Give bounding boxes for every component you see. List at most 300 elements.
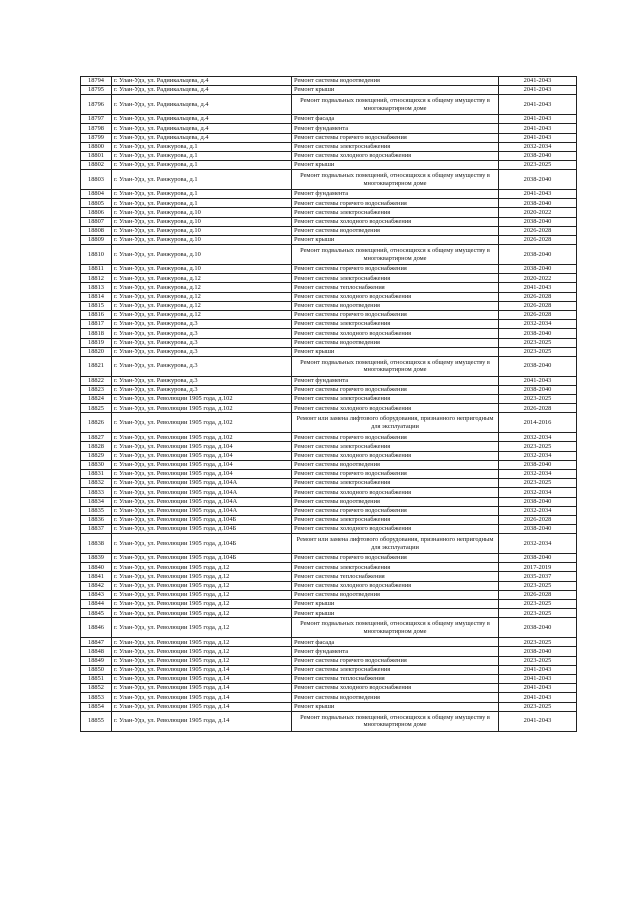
row-work-type: Ремонт системы электроснабжения [292,442,499,451]
row-number: 18844 [81,600,112,609]
row-period: 2038-2040 [499,356,577,376]
row-period: 2014-2016 [499,413,577,433]
repair-schedule-page [80,76,576,732]
row-work-type: Ремонт системы электроснабжения [292,563,499,572]
row-work-type: Ремонт системы электроснабжения [292,320,499,329]
row-work-type: Ремонт системы горячего водоснабжения [292,506,499,515]
row-period: 2032-2034 [499,534,577,554]
table-row [81,693,577,702]
row-work-type: Ремонт подвальных помещений, относящихся к общему имуществу в многоквартирном доме [292,95,499,115]
table-row [81,460,577,469]
row-period: 2032-2034 [499,433,577,442]
table-row [81,404,577,413]
row-work-type: Ремонт системы холодного водоснабжения [292,292,499,301]
row-work-type: Ремонт системы горячего водоснабжения [292,554,499,563]
table-row [81,265,577,274]
row-address: г. Улан-Удэ, ул. Ранжурова, д.12 [112,274,292,283]
row-period: 2032-2034 [499,320,577,329]
row-number: 18820 [81,347,112,356]
table-row [81,525,577,534]
row-address: г. Улан-Удэ, ул. Революции 1905 года, д.104 [112,451,292,460]
row-address: г. Улан-Удэ, ул. Ранжурова, д.3 [112,347,292,356]
row-work-type: Ремонт системы холодного водоснабжения [292,151,499,160]
row-address: г. Улан-Удэ, ул. Радиикальцева, д.4 [112,77,292,86]
table-row [81,451,577,460]
table-row [81,469,577,478]
row-period: 2023-2025 [499,581,577,590]
row-number: 18817 [81,320,112,329]
row-period: 2032-2034 [499,142,577,151]
table-row [81,77,577,86]
row-number: 18794 [81,77,112,86]
row-number: 18848 [81,647,112,656]
row-work-type: Ремонт системы горячего водоснабжения [292,199,499,208]
row-number: 18795 [81,86,112,95]
row-number: 18837 [81,525,112,534]
row-work-type: Ремонт системы горячего водоснабжения [292,133,499,142]
row-address: г. Улан-Удэ, ул. Революции 1905 года, д.12 [112,590,292,599]
table-row [81,665,577,674]
row-address: г. Улан-Удэ, ул. Ранжурова, д.12 [112,292,292,301]
row-address: г. Улан-Удэ, ул. Революции 1905 года, д.102 [112,413,292,433]
table-row [81,292,577,301]
row-period: 2041-2043 [499,95,577,115]
row-address: г. Улан-Удэ, ул. Ранжурова, д.3 [112,320,292,329]
row-address: г. Улан-Удэ, ул. Революции 1905 года, д.14 [112,693,292,702]
row-address: г. Улан-Удэ, ул. Революции 1905 года, д.12 [112,581,292,590]
row-address: г. Улан-Удэ, ул. Революции 1905 года, д.104 [112,442,292,451]
row-period: 2038-2040 [499,618,577,638]
row-period: 2038-2040 [499,647,577,656]
table-row [81,320,577,329]
row-work-type: Ремонт системы горячего водоснабжения [292,656,499,665]
row-period: 2038-2040 [499,497,577,506]
table-row [81,310,577,319]
table-row [81,347,577,356]
table-row [81,86,577,95]
row-work-type: Ремонт фасада [292,115,499,124]
row-number: 18805 [81,199,112,208]
row-number: 18812 [81,274,112,283]
row-work-type: Ремонт системы водоотведения [292,338,499,347]
row-number: 18854 [81,702,112,711]
table-row [81,329,577,338]
row-work-type: Ремонт фундамента [292,190,499,199]
table-row [81,161,577,170]
row-work-type: Ремонт системы теплоснабжения [292,674,499,683]
row-address: г. Улан-Удэ, ул. Революции 1905 года, д.102 [112,395,292,404]
table-row [81,170,577,190]
row-number: 18797 [81,115,112,124]
row-address: г. Улан-Удэ, ул. Революции 1905 года, д.12 [112,600,292,609]
row-address: г. Улан-Удэ, ул. Революции 1905 года, д.104Б [112,515,292,524]
row-period: 2023-2025 [499,347,577,356]
row-number: 18815 [81,301,112,310]
row-address: г. Улан-Удэ, ул. Ранжурова, д.1 [112,142,292,151]
table-row [81,702,577,711]
row-work-type: Ремонт или замена лифтового оборудования, признанного непригодным для эксплуатации [292,534,499,554]
row-work-type: Ремонт системы холодного водоснабжения [292,581,499,590]
row-period: 2026-2028 [499,310,577,319]
row-number: 18845 [81,609,112,618]
row-number: 18834 [81,497,112,506]
row-number: 18838 [81,534,112,554]
row-number: 18825 [81,404,112,413]
row-work-type: Ремонт крыши [292,161,499,170]
row-address: г. Улан-Удэ, ул. Ранжурова, д.1 [112,151,292,160]
row-address: г. Улан-Удэ, ул. Радиикальцева, д.4 [112,86,292,95]
row-number: 18842 [81,581,112,590]
row-period: 2041-2043 [499,376,577,385]
row-work-type: Ремонт крыши [292,347,499,356]
row-period: 2023-2025 [499,609,577,618]
row-number: 18843 [81,590,112,599]
table-row [81,647,577,656]
table-row [81,442,577,451]
row-work-type: Ремонт системы горячего водоснабжения [292,265,499,274]
row-period: 2032-2034 [499,451,577,460]
row-work-type: Ремонт крыши [292,600,499,609]
row-work-type: Ремонт системы электроснабжения [292,665,499,674]
table-row [81,226,577,235]
row-address: г. Улан-Удэ, ул. Ранжурова, д.10 [112,236,292,245]
row-period: 2032-2034 [499,469,577,478]
table-row [81,572,577,581]
table-row [81,684,577,693]
row-work-type: Ремонт крыши [292,609,499,618]
row-work-type: Ремонт системы холодного водоснабжения [292,404,499,413]
row-address: г. Улан-Удэ, ул. Революции 1905 года, д.104Б [112,525,292,534]
row-number: 18853 [81,693,112,702]
row-number: 18850 [81,665,112,674]
row-period: 2023-2025 [499,702,577,711]
table-row [81,506,577,515]
row-address: г. Улан-Удэ, ул. Радиикальцева, д.4 [112,95,292,115]
table-row [81,208,577,217]
row-period: 2023-2025 [499,656,577,665]
row-work-type: Ремонт фасада [292,638,499,647]
table-row [81,497,577,506]
row-address: г. Улан-Удэ, ул. Революции 1905 года, д.102 [112,404,292,413]
row-period: 2032-2034 [499,488,577,497]
row-address: г. Улан-Удэ, ул. Ранжурова, д.3 [112,385,292,394]
row-work-type: Ремонт системы электроснабжения [292,208,499,217]
table-row [81,656,577,665]
row-number: 18823 [81,385,112,394]
table-row [81,618,577,638]
row-address: г. Улан-Удэ, ул. Ранжурова, д.12 [112,301,292,310]
row-number: 18808 [81,226,112,235]
table-row [81,433,577,442]
row-address: г. Улан-Удэ, ул. Революции 1905 года, д.12 [112,638,292,647]
row-address: г. Улан-Удэ, ул. Революции 1905 года, д.12 [112,656,292,665]
row-number: 18804 [81,190,112,199]
table-row [81,199,577,208]
row-period: 2041-2043 [499,133,577,142]
row-number: 18824 [81,395,112,404]
row-period: 2041-2043 [499,77,577,86]
table-row [81,190,577,199]
row-address: г. Улан-Удэ, ул. Революции 1905 года, д.14 [112,702,292,711]
row-number: 18796 [81,95,112,115]
table-row [81,301,577,310]
table-row [81,245,577,265]
row-address: г. Улан-Удэ, ул. Ранжурова, д.1 [112,190,292,199]
row-period: 2020-2022 [499,274,577,283]
row-work-type: Ремонт системы водоотведения [292,460,499,469]
row-period: 2026-2028 [499,236,577,245]
table-row [81,151,577,160]
row-work-type: Ремонт подвальных помещений, относящихся к общему имуществу в многоквартирном доме [292,170,499,190]
table-row [81,385,577,394]
row-work-type: Ремонт фундамента [292,376,499,385]
table-row [81,590,577,599]
row-work-type: Ремонт системы электроснабжения [292,395,499,404]
table-row [81,581,577,590]
row-work-type: Ремонт системы холодного водоснабжения [292,329,499,338]
row-number: 18833 [81,488,112,497]
row-work-type: Ремонт системы горячего водоснабжения [292,433,499,442]
row-period: 2023-2025 [499,600,577,609]
row-work-type: Ремонт системы горячего водоснабжения [292,310,499,319]
row-address: г. Улан-Удэ, ул. Ранжурова, д.12 [112,310,292,319]
row-period: 2038-2040 [499,151,577,160]
row-address: г. Улан-Удэ, ул. Ранжурова, д.3 [112,376,292,385]
row-address: г. Улан-Удэ, ул. Ранжурова, д.3 [112,356,292,376]
table-row [81,133,577,142]
row-work-type: Ремонт системы горячего водоснабжения [292,385,499,394]
table-row [81,600,577,609]
row-work-type: Ремонт системы холодного водоснабжения [292,451,499,460]
row-number: 18818 [81,329,112,338]
row-work-type: Ремонт системы водоотведения [292,226,499,235]
row-number: 18828 [81,442,112,451]
row-work-type: Ремонт подвальных помещений, относящихся к общему имуществу в многоквартирном доме [292,618,499,638]
table-row [81,534,577,554]
row-address: г. Улан-Удэ, ул. Ранжурова, д.10 [112,208,292,217]
row-period: 2041-2043 [499,684,577,693]
row-number: 18836 [81,515,112,524]
row-address: г. Улан-Удэ, ул. Радиикальцева, д.4 [112,115,292,124]
row-work-type: Ремонт фундамента [292,647,499,656]
row-address: г. Улан-Удэ, ул. Революции 1905 года, д.102 [112,433,292,442]
row-period: 2041-2043 [499,711,577,731]
row-address: г. Улан-Удэ, ул. Ранжурова, д.1 [112,170,292,190]
row-address: г. Улан-Удэ, ул. Ранжурова, д.10 [112,265,292,274]
row-period: 2032-2034 [499,506,577,515]
row-number: 18807 [81,217,112,226]
row-address: г. Улан-Удэ, ул. Революции 1905 года, д.12 [112,618,292,638]
row-period: 2038-2040 [499,525,577,534]
row-period: 2041-2043 [499,665,577,674]
row-period: 2038-2040 [499,329,577,338]
row-address: г. Улан-Удэ, ул. Революции 1905 года, д.104Б [112,554,292,563]
row-period: 2026-2028 [499,590,577,599]
row-address: г. Улан-Удэ, ул. Революции 1905 года, д.104А [112,497,292,506]
row-period: 2020-2022 [499,208,577,217]
row-address: г. Улан-Удэ, ул. Революции 1905 года, д.14 [112,711,292,731]
row-work-type: Ремонт системы водоотведения [292,497,499,506]
row-work-type: Ремонт системы электроснабжения [292,142,499,151]
table-row [81,638,577,647]
row-work-type: Ремонт крыши [292,86,499,95]
row-number: 18835 [81,506,112,515]
row-number: 18830 [81,460,112,469]
table-row [81,95,577,115]
row-period: 2041-2043 [499,86,577,95]
table-row [81,563,577,572]
row-work-type: Ремонт подвальных помещений, относящихся к общему имуществу в многоквартирном доме [292,356,499,376]
row-work-type: Ремонт системы электроснабжения [292,479,499,488]
row-period: 2038-2040 [499,385,577,394]
row-period: 2023-2025 [499,638,577,647]
row-number: 18801 [81,151,112,160]
table-row [81,413,577,433]
row-period: 2026-2028 [499,226,577,235]
row-address: г. Улан-Удэ, ул. Революции 1905 года, д.104А [112,506,292,515]
row-work-type: Ремонт системы холодного водоснабжения [292,525,499,534]
row-number: 18821 [81,356,112,376]
row-number: 18826 [81,413,112,433]
row-period: 2023-2025 [499,338,577,347]
row-period: 2026-2028 [499,515,577,524]
row-work-type: Ремонт системы холодного водоснабжения [292,217,499,226]
row-address: г. Улан-Удэ, ул. Ранжурова, д.1 [112,161,292,170]
row-address: г. Улан-Удэ, ул. Ранжурова, д.3 [112,329,292,338]
row-number: 18798 [81,124,112,133]
table-row [81,395,577,404]
row-address: г. Улан-Удэ, ул. Революции 1905 года, д.104Б [112,534,292,554]
row-number: 18827 [81,433,112,442]
table-row [81,488,577,497]
row-number: 18814 [81,292,112,301]
row-number: 18799 [81,133,112,142]
row-work-type: Ремонт системы холодного водоснабжения [292,684,499,693]
row-address: г. Улан-Удэ, ул. Ранжурова, д.1 [112,199,292,208]
table-row [81,515,577,524]
repair-schedule-table [80,76,577,732]
row-address: г. Улан-Удэ, ул. Революции 1905 года, д.12 [112,572,292,581]
row-number: 18849 [81,656,112,665]
row-period: 2041-2043 [499,190,577,199]
row-work-type: Ремонт системы водоотведения [292,590,499,599]
table-row [81,142,577,151]
row-address: г. Улан-Удэ, ул. Революции 1905 года, д.14 [112,665,292,674]
row-number: 18841 [81,572,112,581]
row-number: 18811 [81,265,112,274]
row-address: г. Улан-Удэ, ул. Ранжурова, д.10 [112,217,292,226]
row-period: 2041-2043 [499,283,577,292]
table-row [81,674,577,683]
row-period: 2041-2043 [499,124,577,133]
row-period: 2041-2043 [499,115,577,124]
row-number: 18851 [81,674,112,683]
row-work-type: Ремонт или замена лифтового оборудования, признанного непригодным для эксплуатации [292,413,499,433]
row-address: г. Улан-Удэ, ул. Революции 1905 года, д.14 [112,684,292,693]
row-period: 2041-2043 [499,693,577,702]
table-row [81,356,577,376]
row-number: 18813 [81,283,112,292]
row-work-type: Ремонт системы теплоснабжения [292,572,499,581]
table-row [81,124,577,133]
row-work-type: Ремонт системы холодного водоснабжения [292,488,499,497]
table-row [81,115,577,124]
row-period: 2026-2028 [499,404,577,413]
row-work-type: Ремонт крыши [292,702,499,711]
table-row [81,376,577,385]
row-address: г. Улан-Удэ, ул. Революции 1905 года, д.12 [112,563,292,572]
row-period: 2038-2040 [499,460,577,469]
row-work-type: Ремонт подвальных помещений, относящихся к общему имуществу в многоквартирном доме [292,245,499,265]
table-row [81,479,577,488]
row-work-type: Ремонт подвальных помещений, относящихся к общему имуществу в многоквартирном доме [292,711,499,731]
table-body [81,77,577,732]
row-number: 18810 [81,245,112,265]
row-address: г. Улан-Удэ, ул. Революции 1905 года, д.12 [112,609,292,618]
row-number: 18803 [81,170,112,190]
row-period: 2038-2040 [499,245,577,265]
row-address: г. Улан-Удэ, ул. Революции 1905 года, д.12 [112,647,292,656]
table-row [81,711,577,731]
row-work-type: Ремонт системы электроснабжения [292,515,499,524]
table-row [81,217,577,226]
row-number: 18816 [81,310,112,319]
row-address: г. Улан-Удэ, ул. Революции 1905 года, д.104А [112,479,292,488]
table-row [81,554,577,563]
row-number: 18840 [81,563,112,572]
row-work-type: Ремонт системы теплоснабжения [292,283,499,292]
row-period: 2041-2043 [499,674,577,683]
row-number: 18847 [81,638,112,647]
row-period: 2017-2019 [499,563,577,572]
row-period: 2023-2025 [499,479,577,488]
row-period: 2026-2028 [499,301,577,310]
table-row [81,236,577,245]
row-address: г. Улан-Удэ, ул. Ранжурова, д.12 [112,283,292,292]
row-work-type: Ремонт системы водоотведения [292,693,499,702]
row-number: 18822 [81,376,112,385]
row-address: г. Улан-Удэ, ул. Революции 1905 года, д.104А [112,488,292,497]
row-work-type: Ремонт фундамента [292,124,499,133]
row-number: 18802 [81,161,112,170]
row-period: 2038-2040 [499,265,577,274]
row-work-type: Ремонт системы горячего водоснабжения [292,469,499,478]
row-number: 18839 [81,554,112,563]
row-number: 18809 [81,236,112,245]
row-number: 18832 [81,479,112,488]
row-number: 18855 [81,711,112,731]
row-number: 18831 [81,469,112,478]
row-work-type: Ремонт системы электроснабжения [292,274,499,283]
row-address: г. Улан-Удэ, ул. Революции 1905 года, д.104 [112,469,292,478]
row-number: 18806 [81,208,112,217]
row-work-type: Ремонт крыши [292,236,499,245]
row-number: 18846 [81,618,112,638]
table-row [81,274,577,283]
row-period: 2035-2037 [499,572,577,581]
row-period: 2023-2025 [499,161,577,170]
row-work-type: Ремонт системы водоотведения [292,301,499,310]
row-address: г. Улан-Удэ, ул. Ранжурова, д.3 [112,338,292,347]
row-number: 18829 [81,451,112,460]
row-period: 2038-2040 [499,199,577,208]
table-row [81,609,577,618]
row-number: 18852 [81,684,112,693]
row-number: 18819 [81,338,112,347]
row-period: 2023-2025 [499,395,577,404]
row-address: г. Улан-Удэ, ул. Радиикальцева, д.4 [112,133,292,142]
row-address: г. Улан-Удэ, ул. Ранжурова, д.10 [112,226,292,235]
